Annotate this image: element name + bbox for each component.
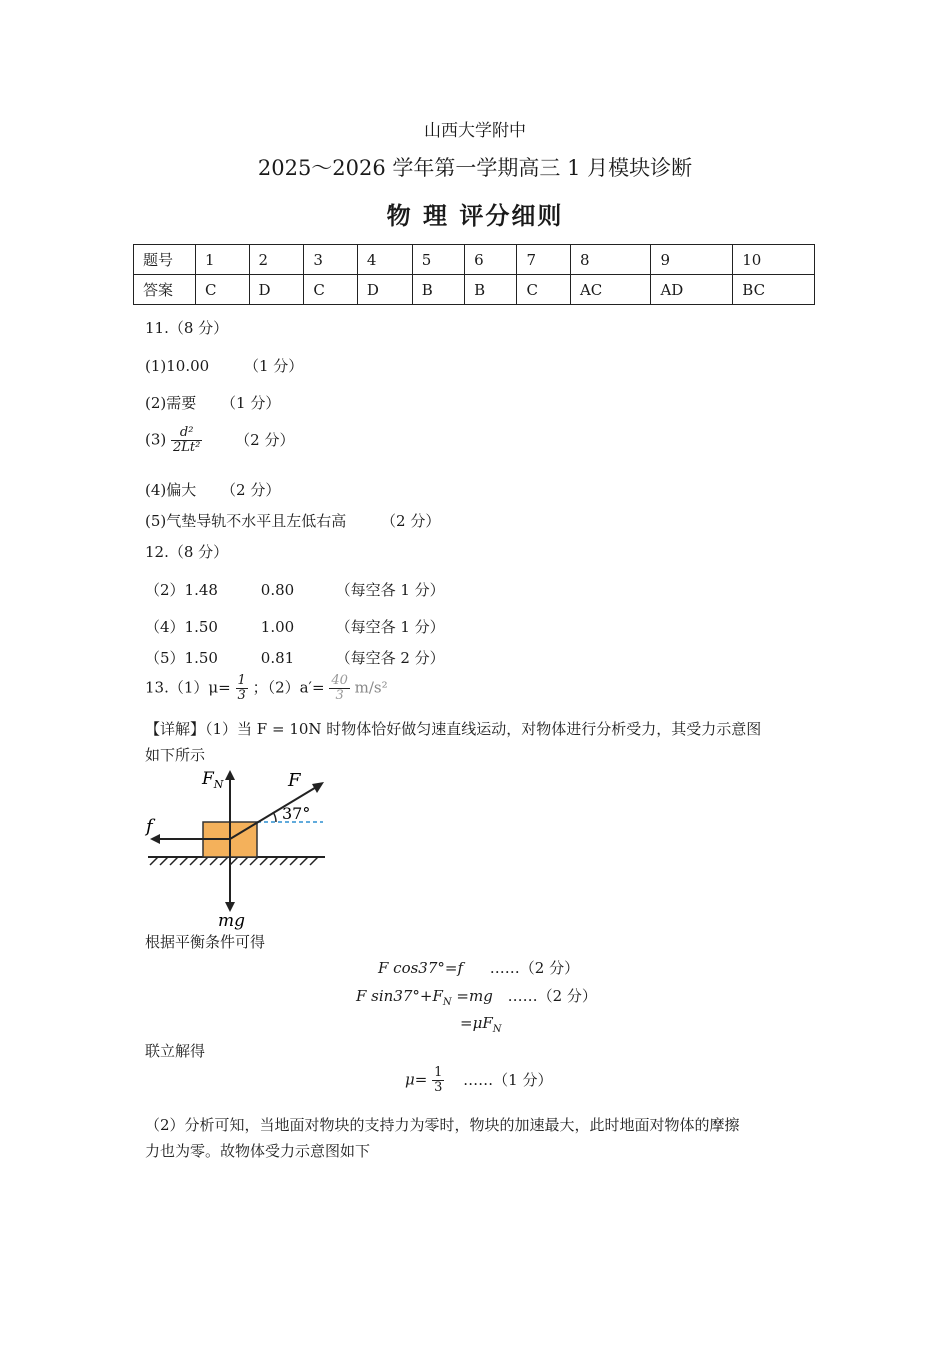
- q11-part2-score: （1 分）: [221, 394, 281, 412]
- exam-title: 2025～2026 学年第一学期高三 1 月模块诊断: [257, 156, 693, 180]
- school-name: 山西大学附中: [424, 121, 526, 141]
- ground-hatching: [150, 857, 318, 865]
- equation-2: [356, 985, 597, 1008]
- q12-row-value2: 1.00: [260, 618, 295, 636]
- force-diagram: [140, 766, 340, 930]
- row-label: 题号: [134, 245, 196, 275]
- q12-row-label: （2）1.48: [145, 581, 218, 599]
- question-number: 6: [465, 245, 517, 275]
- equation-4: [405, 1066, 552, 1095]
- q11-part3-score: （2 分）: [235, 430, 295, 449]
- equation-4-fraction: [432, 1066, 444, 1095]
- q12-row-score: （每空各 1 分）: [335, 581, 445, 599]
- q11-part3-fraction: [171, 426, 202, 455]
- q11-part3: [145, 426, 294, 455]
- equation-2-score: ……（2 分）: [507, 987, 597, 1005]
- normal-force-arrowhead: [225, 770, 235, 780]
- equation-3: $=\mu F_N$: [460, 1014, 502, 1035]
- q13-detail-line2: 如下所示: [145, 746, 206, 764]
- equation-1-body: F cos37°=f: [378, 959, 464, 977]
- q11-part2: [145, 392, 280, 413]
- q13-mid: ；（2）a′=: [252, 678, 325, 697]
- q12-row-value2: 0.81: [260, 649, 295, 667]
- q12-row-score: （每空各 1 分）: [335, 618, 445, 636]
- question-number: 5: [412, 245, 464, 275]
- answer-cell: AC: [570, 275, 650, 305]
- part2-line1: （2）分析可知，当地面对物块的支持力为零时，物块的加速最大，此时地面对物体的摩擦: [145, 1116, 740, 1134]
- document-title: 物 理 评分细则: [386, 201, 564, 230]
- q11-part2-answer: (2)需要: [145, 394, 197, 412]
- fraction-denominator: 3: [434, 1080, 443, 1095]
- fraction-numerator: d²: [171, 426, 202, 441]
- fraction-denominator: 2Lt²: [173, 440, 201, 455]
- question-number: 4: [357, 245, 412, 275]
- q13-prefix: 13.（1）μ=: [145, 678, 231, 697]
- q11-part1: [145, 355, 303, 376]
- q12-row-label: （4）1.50: [145, 618, 218, 636]
- fraction-denominator: 3: [335, 688, 344, 703]
- label-normal-force: $F_N$: [202, 769, 224, 791]
- q13-answer: [145, 674, 388, 703]
- label-applied-force: F: [288, 770, 301, 791]
- solve-text: 联立解得: [145, 1042, 206, 1060]
- table-row-numbers: [134, 245, 815, 275]
- table-row-answers: [134, 275, 815, 305]
- q12-row-value2: 0.80: [260, 581, 295, 599]
- q11-part5: [145, 510, 440, 531]
- fraction-denominator: 3: [237, 688, 246, 703]
- fraction-numerator: 1: [434, 1065, 443, 1080]
- q11-part4-score: （2 分）: [221, 481, 281, 499]
- q11-part3-prefix: (3): [145, 430, 167, 449]
- question-number: 3: [304, 245, 358, 275]
- question-number: 7: [517, 245, 571, 275]
- q13-detail-line1: 【详解】（1）当 F = 10N 时物体恰好做匀速直线运动，对物体进行分析受力，其受力示意图: [145, 720, 762, 738]
- q13-unit: m/s²: [354, 678, 388, 697]
- q11-part1-score: （1 分）: [243, 357, 304, 375]
- equation-1: [378, 957, 579, 978]
- q11-heading: 11.（8 分）: [145, 319, 229, 337]
- equation-2-body: F $\sin 37^\circ+F_N =mg$: [356, 987, 493, 1008]
- q12-row: [145, 647, 445, 668]
- q11-part1-answer: (1)10.00: [145, 357, 210, 375]
- q12-row-score: （每空各 2 分）: [335, 649, 445, 667]
- answer-cell: C: [196, 275, 250, 305]
- answer-cell: B: [412, 275, 464, 305]
- fraction-numerator: 1: [237, 673, 246, 688]
- balance-text: 根据平衡条件可得: [145, 933, 266, 951]
- q12-row-label: （5）1.50: [145, 649, 218, 667]
- q11-part4-answer: (4)偏大: [145, 481, 197, 499]
- label-friction: f: [146, 816, 153, 837]
- answer-cell: B: [465, 275, 517, 305]
- equation-4-prefix: μ=: [405, 1070, 428, 1089]
- question-number: 2: [249, 245, 304, 275]
- answer-cell: C: [517, 275, 571, 305]
- question-number: 1: [196, 245, 250, 275]
- answer-cell: D: [357, 275, 412, 305]
- answer-cell: C: [304, 275, 358, 305]
- a-fraction: [329, 674, 350, 703]
- fraction-numerator: 40: [331, 673, 348, 688]
- q12-row: [145, 579, 445, 600]
- question-number: 10: [733, 245, 815, 275]
- q11-part4: [145, 479, 280, 500]
- q11-part5-score: （2 分）: [381, 512, 441, 530]
- label-angle: 37°: [282, 804, 311, 823]
- equation-4-score: ……（1 分）: [463, 1070, 553, 1089]
- answer-cell: D: [249, 275, 304, 305]
- mu-fraction: [236, 674, 248, 703]
- label-gravity: mg: [218, 911, 246, 930]
- question-number: 9: [651, 245, 733, 275]
- q12-heading: 12.（8 分）: [145, 543, 229, 561]
- answer-cell: BC: [733, 275, 815, 305]
- question-number: 8: [570, 245, 650, 275]
- answer-cell: AD: [651, 275, 733, 305]
- q12-row: [145, 616, 445, 637]
- equation-1-score: ……（2 分）: [489, 959, 580, 977]
- angle-arc: [273, 812, 276, 822]
- q11-part5-answer: (5)气垫导轨不水平且左低右高: [145, 512, 347, 530]
- part2-line2: 力也为零。故物体受力示意图如下: [145, 1142, 371, 1160]
- row-label: 答案: [134, 275, 196, 305]
- answer-table: [133, 244, 815, 305]
